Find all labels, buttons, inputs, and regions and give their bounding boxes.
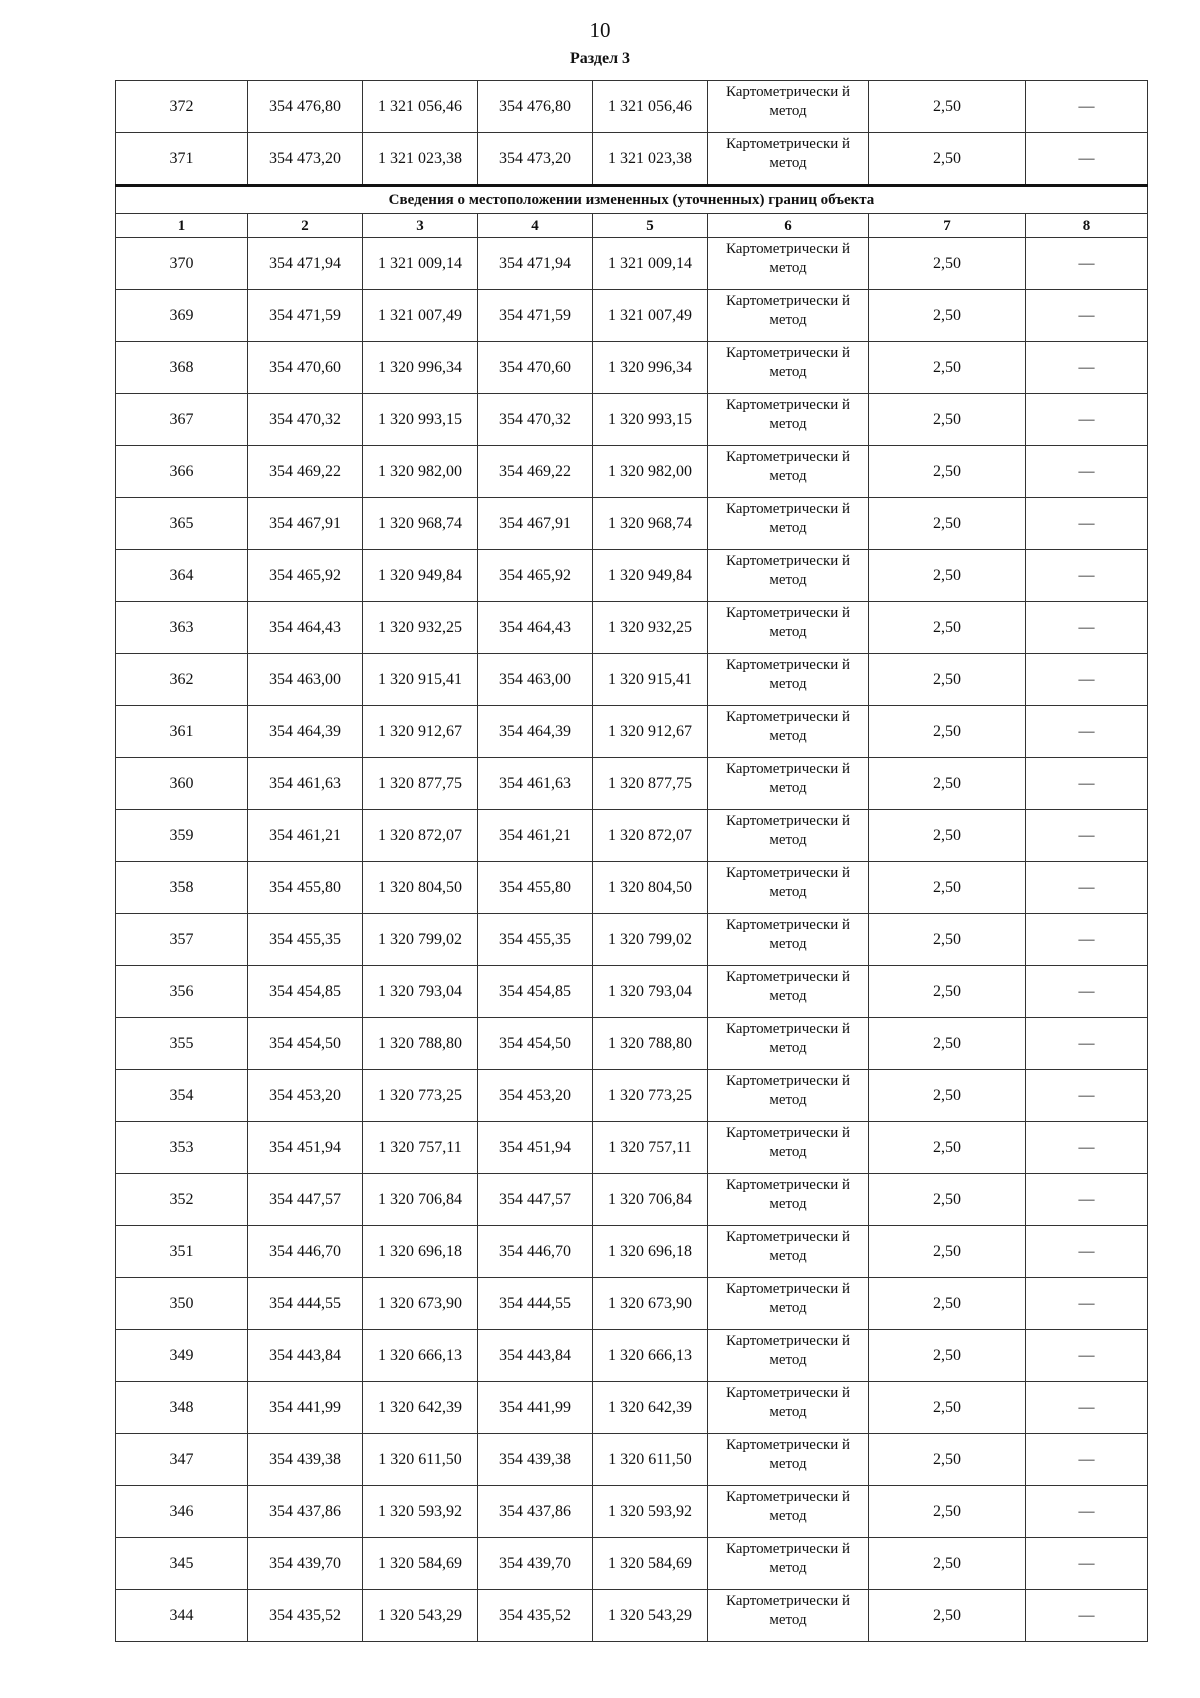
cell-x-new: 354 469,22 xyxy=(478,446,593,498)
table-row xyxy=(116,81,1148,133)
cell-x-new: 354 446,70 xyxy=(478,1226,593,1278)
cell-method: Картометрически й метод xyxy=(708,706,869,758)
cell-point-number: 372 xyxy=(116,81,248,133)
cell-x-new: 354 444,55 xyxy=(478,1278,593,1330)
cell-accuracy: 2,50 xyxy=(869,914,1026,966)
cell-x-existing: 354 455,35 xyxy=(248,914,363,966)
cell-y-new: 1 320 788,80 xyxy=(593,1018,708,1070)
column-number: 8 xyxy=(1026,214,1148,238)
cell-x-existing: 354 451,94 xyxy=(248,1122,363,1174)
cell-description: — xyxy=(1026,446,1148,498)
cell-point-number: 348 xyxy=(116,1382,248,1434)
cell-point-number: 368 xyxy=(116,342,248,394)
cell-x-existing: 354 464,39 xyxy=(248,706,363,758)
cell-description: — xyxy=(1026,654,1148,706)
cell-accuracy: 2,50 xyxy=(869,238,1026,290)
cell-method: Картометрически й метод xyxy=(708,1382,869,1434)
table-row xyxy=(116,1226,1148,1278)
cell-y-existing: 1 320 673,90 xyxy=(363,1278,478,1330)
table-row xyxy=(116,133,1148,186)
cell-accuracy: 2,50 xyxy=(869,810,1026,862)
cell-x-new: 354 455,35 xyxy=(478,914,593,966)
cell-point-number: 359 xyxy=(116,810,248,862)
cell-description: — xyxy=(1026,1330,1148,1382)
cell-method: Картометрически й метод xyxy=(708,290,869,342)
cell-x-new: 354 454,85 xyxy=(478,966,593,1018)
cell-y-new: 1 321 009,14 xyxy=(593,238,708,290)
table-row xyxy=(116,550,1148,602)
cell-y-existing: 1 320 611,50 xyxy=(363,1434,478,1486)
cell-x-existing: 354 471,94 xyxy=(248,238,363,290)
cell-point-number: 358 xyxy=(116,862,248,914)
cell-point-number: 353 xyxy=(116,1122,248,1174)
cell-point-number: 365 xyxy=(116,498,248,550)
coordinates-table xyxy=(115,80,1148,1642)
cell-y-existing: 1 320 584,69 xyxy=(363,1538,478,1590)
cell-method: Картометрически й метод xyxy=(708,810,869,862)
cell-y-new: 1 320 877,75 xyxy=(593,758,708,810)
cell-x-existing: 354 461,21 xyxy=(248,810,363,862)
cell-method: Картометрически й метод xyxy=(708,1278,869,1330)
cell-y-existing: 1 321 056,46 xyxy=(363,81,478,133)
cell-y-new: 1 320 804,50 xyxy=(593,862,708,914)
cell-description: — xyxy=(1026,1070,1148,1122)
cell-y-existing: 1 320 993,15 xyxy=(363,394,478,446)
cell-x-new: 354 467,91 xyxy=(478,498,593,550)
cell-x-new: 354 464,39 xyxy=(478,706,593,758)
cell-y-new: 1 320 932,25 xyxy=(593,602,708,654)
cell-method: Картометрически й метод xyxy=(708,1330,869,1382)
column-number: 1 xyxy=(116,214,248,238)
table-row xyxy=(116,654,1148,706)
cell-description: — xyxy=(1026,1174,1148,1226)
cell-x-new: 354 441,99 xyxy=(478,1382,593,1434)
cell-description: — xyxy=(1026,133,1148,186)
cell-y-new: 1 320 642,39 xyxy=(593,1382,708,1434)
cell-x-existing: 354 476,80 xyxy=(248,81,363,133)
cell-y-new: 1 320 996,34 xyxy=(593,342,708,394)
cell-point-number: 349 xyxy=(116,1330,248,1382)
cell-point-number: 366 xyxy=(116,446,248,498)
cell-accuracy: 2,50 xyxy=(869,1434,1026,1486)
cell-accuracy: 2,50 xyxy=(869,706,1026,758)
cell-method: Картометрически й метод xyxy=(708,498,869,550)
cell-accuracy: 2,50 xyxy=(869,1590,1026,1642)
cell-point-number: 370 xyxy=(116,238,248,290)
cell-y-existing: 1 320 757,11 xyxy=(363,1122,478,1174)
table-row xyxy=(116,1122,1148,1174)
column-number: 3 xyxy=(363,214,478,238)
cell-x-new: 354 435,52 xyxy=(478,1590,593,1642)
cell-x-new: 354 465,92 xyxy=(478,550,593,602)
cell-accuracy: 2,50 xyxy=(869,1330,1026,1382)
cell-x-existing: 354 454,50 xyxy=(248,1018,363,1070)
cell-y-existing: 1 320 932,25 xyxy=(363,602,478,654)
cell-accuracy: 2,50 xyxy=(869,862,1026,914)
cell-x-existing: 354 447,57 xyxy=(248,1174,363,1226)
top-rows xyxy=(116,81,1148,186)
cell-point-number: 345 xyxy=(116,1538,248,1590)
cell-description: — xyxy=(1026,394,1148,446)
cell-x-existing: 354 439,38 xyxy=(248,1434,363,1486)
cell-accuracy: 2,50 xyxy=(869,290,1026,342)
cell-accuracy: 2,50 xyxy=(869,1486,1026,1538)
cell-x-new: 354 471,94 xyxy=(478,238,593,290)
table-row xyxy=(116,290,1148,342)
cell-accuracy: 2,50 xyxy=(869,1122,1026,1174)
cell-y-new: 1 320 793,04 xyxy=(593,966,708,1018)
column-number: 7 xyxy=(869,214,1026,238)
cell-y-existing: 1 320 593,92 xyxy=(363,1486,478,1538)
cell-accuracy: 2,50 xyxy=(869,1070,1026,1122)
cell-method: Картометрически й метод xyxy=(708,758,869,810)
table-row xyxy=(116,1590,1148,1642)
cell-x-existing: 354 454,85 xyxy=(248,966,363,1018)
cell-y-existing: 1 320 793,04 xyxy=(363,966,478,1018)
cell-y-existing: 1 320 706,84 xyxy=(363,1174,478,1226)
cell-y-new: 1 320 968,74 xyxy=(593,498,708,550)
cell-x-new: 354 473,20 xyxy=(478,133,593,186)
cell-y-existing: 1 320 804,50 xyxy=(363,862,478,914)
cell-description: — xyxy=(1026,1226,1148,1278)
cell-y-new: 1 321 023,38 xyxy=(593,133,708,186)
cell-description: — xyxy=(1026,1382,1148,1434)
cell-method: Картометрически й метод xyxy=(708,862,869,914)
cell-method: Картометрически й метод xyxy=(708,446,869,498)
table-row xyxy=(116,238,1148,290)
cell-x-new: 354 476,80 xyxy=(478,81,593,133)
cell-y-existing: 1 321 023,38 xyxy=(363,133,478,186)
cell-accuracy: 2,50 xyxy=(869,1278,1026,1330)
cell-description: — xyxy=(1026,550,1148,602)
cell-x-new: 354 461,63 xyxy=(478,758,593,810)
cell-x-existing: 354 470,60 xyxy=(248,342,363,394)
cell-y-new: 1 320 982,00 xyxy=(593,446,708,498)
table-row xyxy=(116,862,1148,914)
cell-accuracy: 2,50 xyxy=(869,602,1026,654)
cell-accuracy: 2,50 xyxy=(869,654,1026,706)
cell-y-new: 1 320 872,07 xyxy=(593,810,708,862)
cell-description: — xyxy=(1026,81,1148,133)
cell-point-number: 354 xyxy=(116,1070,248,1122)
cell-description: — xyxy=(1026,758,1148,810)
cell-y-existing: 1 320 872,07 xyxy=(363,810,478,862)
cell-x-existing: 354 464,43 xyxy=(248,602,363,654)
cell-y-new: 1 320 799,02 xyxy=(593,914,708,966)
cell-accuracy: 2,50 xyxy=(869,550,1026,602)
section-header-group xyxy=(116,186,1148,238)
cell-x-existing: 354 435,52 xyxy=(248,1590,363,1642)
cell-method: Картометрически й метод xyxy=(708,238,869,290)
cell-point-number: 367 xyxy=(116,394,248,446)
cell-accuracy: 2,50 xyxy=(869,81,1026,133)
section-header: Сведения о местоположении измененных (уточненных) границ объекта xyxy=(116,186,1148,214)
cell-point-number: 361 xyxy=(116,706,248,758)
cell-y-existing: 1 321 009,14 xyxy=(363,238,478,290)
table-row xyxy=(116,1330,1148,1382)
cell-x-new: 354 451,94 xyxy=(478,1122,593,1174)
table-row xyxy=(116,1382,1148,1434)
cell-x-existing: 354 465,92 xyxy=(248,550,363,602)
cell-method: Картометрически й метод xyxy=(708,1590,869,1642)
cell-x-existing: 354 469,22 xyxy=(248,446,363,498)
cell-point-number: 356 xyxy=(116,966,248,1018)
table-row xyxy=(116,498,1148,550)
cell-x-new: 354 443,84 xyxy=(478,1330,593,1382)
cell-y-existing: 1 320 666,13 xyxy=(363,1330,478,1382)
table-row xyxy=(116,758,1148,810)
cell-method: Картометрически й метод xyxy=(708,1538,869,1590)
page-number: 10 xyxy=(589,18,611,42)
cell-x-existing: 354 444,55 xyxy=(248,1278,363,1330)
cell-y-existing: 1 320 912,67 xyxy=(363,706,478,758)
cell-description: — xyxy=(1026,1538,1148,1590)
cell-y-new: 1 320 993,15 xyxy=(593,394,708,446)
table-row xyxy=(116,1174,1148,1226)
cell-y-new: 1 320 949,84 xyxy=(593,550,708,602)
cell-point-number: 357 xyxy=(116,914,248,966)
cell-point-number: 363 xyxy=(116,602,248,654)
cell-y-existing: 1 320 949,84 xyxy=(363,550,478,602)
cell-description: — xyxy=(1026,602,1148,654)
cell-description: — xyxy=(1026,1590,1148,1642)
cell-accuracy: 2,50 xyxy=(869,342,1026,394)
cell-accuracy: 2,50 xyxy=(869,133,1026,186)
main-rows xyxy=(116,238,1148,1642)
cell-point-number: 350 xyxy=(116,1278,248,1330)
cell-method: Картометрически й метод xyxy=(708,602,869,654)
cell-method: Картометрически й метод xyxy=(708,654,869,706)
cell-method: Картометрически й метод xyxy=(708,1486,869,1538)
table-row xyxy=(116,810,1148,862)
cell-y-new: 1 320 673,90 xyxy=(593,1278,708,1330)
cell-x-existing: 354 471,59 xyxy=(248,290,363,342)
table-row xyxy=(116,706,1148,758)
cell-x-new: 354 453,20 xyxy=(478,1070,593,1122)
cell-x-new: 354 437,86 xyxy=(478,1486,593,1538)
cell-description: — xyxy=(1026,914,1148,966)
cell-description: — xyxy=(1026,1434,1148,1486)
cell-point-number: 347 xyxy=(116,1434,248,1486)
cell-method: Картометрически й метод xyxy=(708,914,869,966)
cell-x-new: 354 439,38 xyxy=(478,1434,593,1486)
cell-x-existing: 354 463,00 xyxy=(248,654,363,706)
cell-y-existing: 1 320 996,34 xyxy=(363,342,478,394)
column-number: 5 xyxy=(593,214,708,238)
cell-y-new: 1 320 706,84 xyxy=(593,1174,708,1226)
cell-x-new: 354 455,80 xyxy=(478,862,593,914)
cell-point-number: 346 xyxy=(116,1486,248,1538)
cell-point-number: 352 xyxy=(116,1174,248,1226)
cell-y-existing: 1 320 968,74 xyxy=(363,498,478,550)
cell-method: Картометрически й метод xyxy=(708,81,869,133)
cell-method: Картометрически й метод xyxy=(708,966,869,1018)
cell-method: Картометрически й метод xyxy=(708,1018,869,1070)
cell-accuracy: 2,50 xyxy=(869,1018,1026,1070)
cell-x-existing: 354 461,63 xyxy=(248,758,363,810)
table-row xyxy=(116,914,1148,966)
cell-accuracy: 2,50 xyxy=(869,446,1026,498)
cell-x-existing: 354 467,91 xyxy=(248,498,363,550)
table-row xyxy=(116,1434,1148,1486)
cell-description: — xyxy=(1026,862,1148,914)
cell-point-number: 371 xyxy=(116,133,248,186)
cell-description: — xyxy=(1026,810,1148,862)
cell-x-new: 354 439,70 xyxy=(478,1538,593,1590)
cell-method: Картометрически й метод xyxy=(708,1070,869,1122)
table-row xyxy=(116,602,1148,654)
cell-x-new: 354 471,59 xyxy=(478,290,593,342)
column-number: 6 xyxy=(708,214,869,238)
cell-accuracy: 2,50 xyxy=(869,1174,1026,1226)
cell-method: Картометрически й метод xyxy=(708,1226,869,1278)
cell-description: — xyxy=(1026,1278,1148,1330)
cell-accuracy: 2,50 xyxy=(869,1538,1026,1590)
cell-point-number: 369 xyxy=(116,290,248,342)
table-row xyxy=(116,1018,1148,1070)
column-number: 2 xyxy=(248,214,363,238)
cell-y-existing: 1 320 788,80 xyxy=(363,1018,478,1070)
column-number: 4 xyxy=(478,214,593,238)
cell-y-existing: 1 320 696,18 xyxy=(363,1226,478,1278)
cell-y-existing: 1 320 799,02 xyxy=(363,914,478,966)
cell-y-existing: 1 320 877,75 xyxy=(363,758,478,810)
table-row xyxy=(116,394,1148,446)
cell-method: Картометрически й метод xyxy=(708,1434,869,1486)
cell-y-new: 1 320 584,69 xyxy=(593,1538,708,1590)
cell-point-number: 364 xyxy=(116,550,248,602)
table-row xyxy=(116,1278,1148,1330)
cell-y-existing: 1 320 543,29 xyxy=(363,1590,478,1642)
cell-x-existing: 354 443,84 xyxy=(248,1330,363,1382)
cell-accuracy: 2,50 xyxy=(869,1382,1026,1434)
cell-x-new: 354 463,00 xyxy=(478,654,593,706)
cell-y-new: 1 321 056,46 xyxy=(593,81,708,133)
cell-x-existing: 354 441,99 xyxy=(248,1382,363,1434)
cell-description: — xyxy=(1026,1018,1148,1070)
cell-x-new: 354 454,50 xyxy=(478,1018,593,1070)
cell-description: — xyxy=(1026,706,1148,758)
cell-point-number: 344 xyxy=(116,1590,248,1642)
cell-accuracy: 2,50 xyxy=(869,758,1026,810)
cell-y-existing: 1 320 773,25 xyxy=(363,1070,478,1122)
cell-x-existing: 354 470,32 xyxy=(248,394,363,446)
cell-x-new: 354 461,21 xyxy=(478,810,593,862)
cell-accuracy: 2,50 xyxy=(869,1226,1026,1278)
cell-accuracy: 2,50 xyxy=(869,394,1026,446)
table-row xyxy=(116,1070,1148,1122)
cell-method: Картометрически й метод xyxy=(708,133,869,186)
table-row xyxy=(116,342,1148,394)
cell-y-new: 1 320 757,11 xyxy=(593,1122,708,1174)
cell-y-new: 1 320 696,18 xyxy=(593,1226,708,1278)
cell-y-new: 1 320 773,25 xyxy=(593,1070,708,1122)
section-header-row xyxy=(116,186,1148,214)
cell-description: — xyxy=(1026,1486,1148,1538)
cell-y-new: 1 320 611,50 xyxy=(593,1434,708,1486)
cell-x-existing: 354 455,80 xyxy=(248,862,363,914)
column-numbers-row xyxy=(116,214,1148,238)
cell-method: Картометрически й метод xyxy=(708,1174,869,1226)
cell-y-new: 1 320 593,92 xyxy=(593,1486,708,1538)
cell-y-new: 1 320 666,13 xyxy=(593,1330,708,1382)
table-row xyxy=(116,1538,1148,1590)
table-row xyxy=(116,966,1148,1018)
cell-description: — xyxy=(1026,966,1148,1018)
cell-y-existing: 1 320 915,41 xyxy=(363,654,478,706)
section-title: Раздел 3 xyxy=(569,50,631,67)
cell-description: — xyxy=(1026,238,1148,290)
cell-y-new: 1 320 912,67 xyxy=(593,706,708,758)
cell-point-number: 355 xyxy=(116,1018,248,1070)
cell-point-number: 362 xyxy=(116,654,248,706)
cell-y-new: 1 320 915,41 xyxy=(593,654,708,706)
cell-description: — xyxy=(1026,1122,1148,1174)
cell-x-new: 354 470,60 xyxy=(478,342,593,394)
cell-x-existing: 354 439,70 xyxy=(248,1538,363,1590)
cell-x-existing: 354 446,70 xyxy=(248,1226,363,1278)
table-row xyxy=(116,1486,1148,1538)
cell-description: — xyxy=(1026,342,1148,394)
cell-y-existing: 1 321 007,49 xyxy=(363,290,478,342)
cell-description: — xyxy=(1026,290,1148,342)
cell-y-new: 1 320 543,29 xyxy=(593,1590,708,1642)
cell-x-new: 354 464,43 xyxy=(478,602,593,654)
cell-point-number: 351 xyxy=(116,1226,248,1278)
cell-x-existing: 354 437,86 xyxy=(248,1486,363,1538)
cell-x-new: 354 447,57 xyxy=(478,1174,593,1226)
cell-accuracy: 2,50 xyxy=(869,966,1026,1018)
cell-accuracy: 2,50 xyxy=(869,498,1026,550)
table-row xyxy=(116,446,1148,498)
cell-y-existing: 1 320 642,39 xyxy=(363,1382,478,1434)
cell-x-existing: 354 473,20 xyxy=(248,133,363,186)
cell-y-new: 1 321 007,49 xyxy=(593,290,708,342)
cell-x-new: 354 470,32 xyxy=(478,394,593,446)
cell-method: Картометрически й метод xyxy=(708,550,869,602)
cell-y-existing: 1 320 982,00 xyxy=(363,446,478,498)
cell-method: Картометрически й метод xyxy=(708,394,869,446)
cell-method: Картометрически й метод xyxy=(708,1122,869,1174)
cell-x-existing: 354 453,20 xyxy=(248,1070,363,1122)
cell-method: Картометрически й метод xyxy=(708,342,869,394)
cell-point-number: 360 xyxy=(116,758,248,810)
cell-description: — xyxy=(1026,498,1148,550)
